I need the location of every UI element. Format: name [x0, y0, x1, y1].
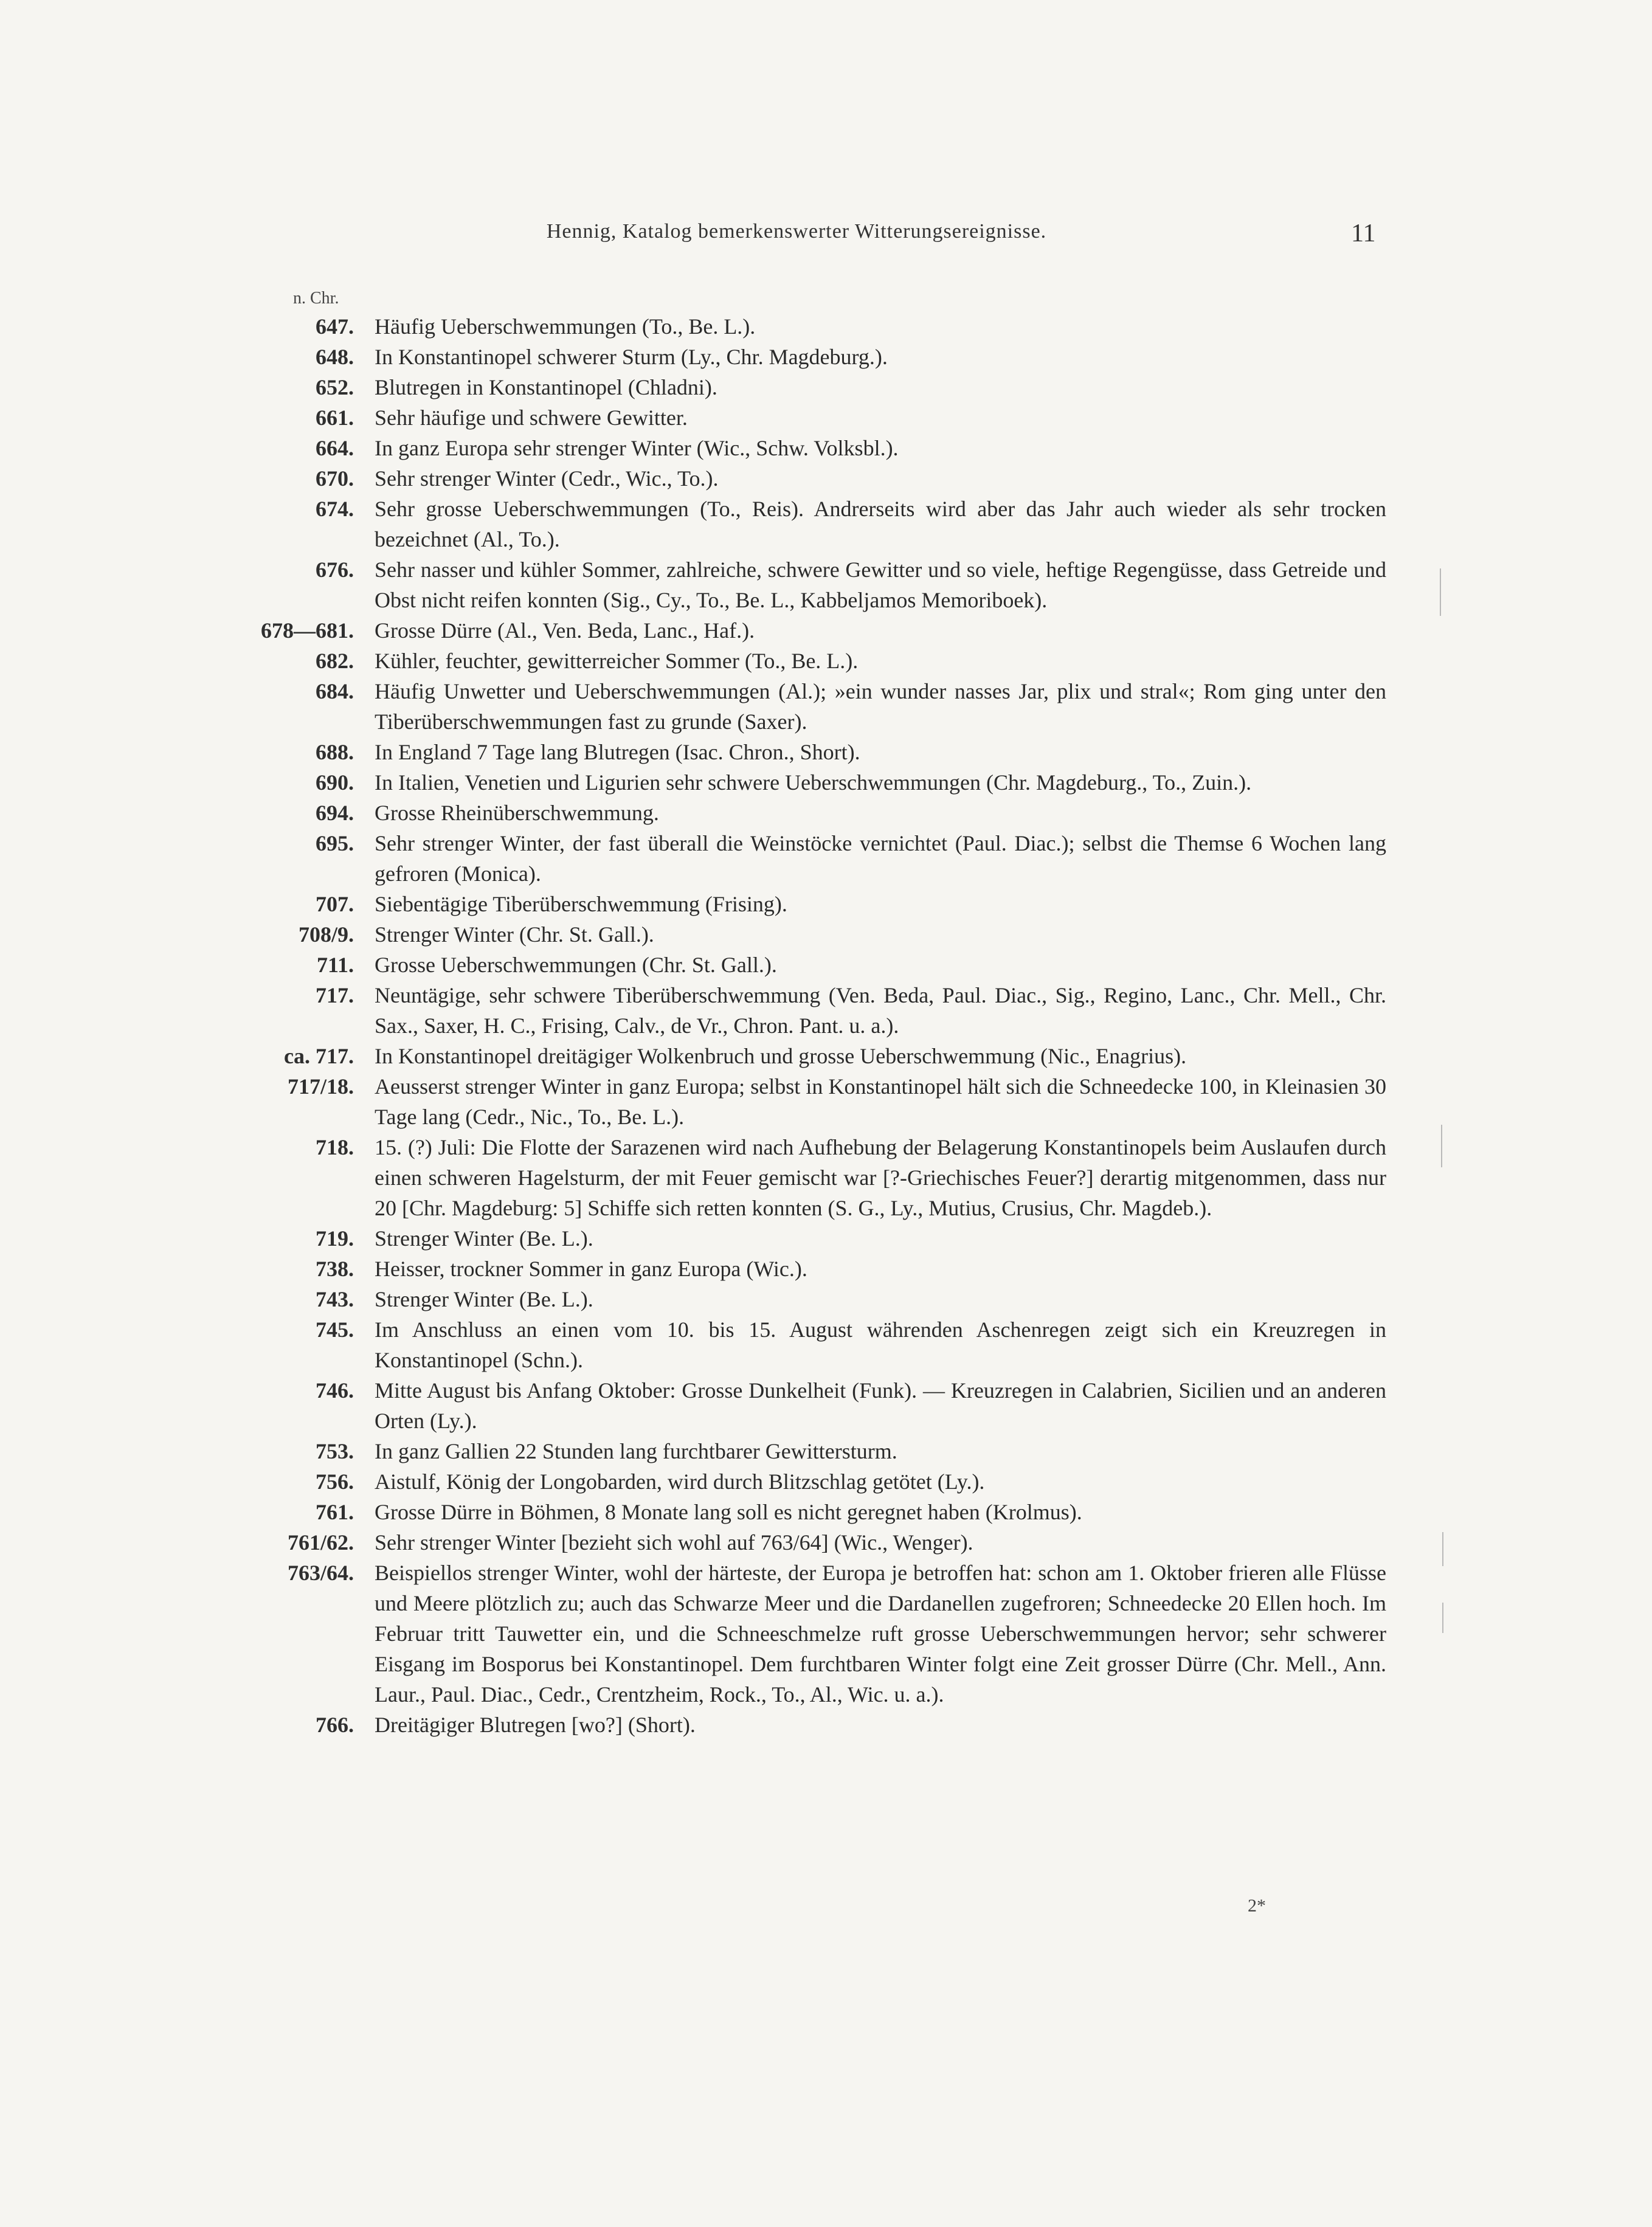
entry-text: Im Anschluss an einen vom 10. bis 15. August währenden Aschenregen zeigt sich ein Kreuzregen in Konstantinopel (Schn.).	[375, 1317, 1386, 1372]
entry-text: Sehr nasser und kühler Sommer, zahlreiche, schwere Gewitter und so viele, heftige Regengüsse, dass Getreide und Obst nicht reifen konnten (Sig., Cy., To., Be. L., Kabbeljamos Memoriboek).	[375, 558, 1386, 612]
entry-text: Aistulf, König der Longobarden, wird durch Blitzschlag getötet (Ly.).	[375, 1469, 985, 1494]
entry	[243, 676, 1386, 737]
entry	[243, 828, 1386, 889]
entry-year: 670.	[316, 466, 354, 491]
entry	[243, 980, 1386, 1041]
entry-text: In Italien, Venetien und Ligurien sehr schwere Ueberschwemmungen (Chr. Magdeburg., To., Zuin.).	[375, 770, 1252, 795]
running-title: Hennig, Katalog bemerkenswerter Witterungsereignisse.	[546, 220, 1047, 243]
entry-year: 690.	[316, 770, 354, 795]
entry	[243, 737, 1386, 767]
margin-line	[1440, 568, 1441, 616]
entry-year: 745.	[316, 1317, 354, 1342]
entry-text: Neuntägige, sehr schwere Tiberüberschwemmung (Ven. Beda, Paul. Diac., Sig., Regino, Lanc., Chr. Mell., Chr. Sax., Saxer, H. C., Frising, Calv., de Vr., Chron. Pant. u. a.).	[375, 983, 1386, 1038]
entry-year: ca. 717.	[284, 1044, 354, 1068]
entry-year: 682.	[316, 649, 354, 673]
entry-text: In ganz Europa sehr strenger Winter (Wic., Schw. Volksbl.).	[375, 436, 899, 460]
entry-year: 753.	[316, 1439, 354, 1463]
entry	[243, 1558, 1386, 1710]
entry-text: In Konstantinopel schwerer Sturm (Ly., Chr. Magdeburg.).	[375, 345, 888, 369]
entry-text: Sehr häufige und schwere Gewitter.	[375, 406, 688, 430]
entry-text: In Konstantinopel dreitägiger Wolkenbruch und grosse Ueberschwemmung (Nic., Enagrius).	[375, 1044, 1187, 1068]
entry	[243, 1284, 1386, 1314]
entry-text: Sehr strenger Winter, der fast überall die Weinstöcke vernichtet (Paul. Diac.); selbst die Themse 6 Wochen lang gefroren (Monica).	[375, 831, 1386, 886]
entry-year: 688.	[316, 740, 354, 764]
entry	[243, 554, 1386, 615]
entry-text: Sehr strenger Winter (Cedr., Wic., To.).	[375, 466, 719, 491]
entry-year: 652.	[316, 375, 354, 399]
entry	[243, 950, 1386, 980]
entry-text: Siebentägige Tiberüberschwemmung (Frising).	[375, 892, 787, 916]
entry-text: Sehr grosse Ueberschwemmungen (To., Reis). Andrerseits wird aber das Jahr auch wieder als sehr trocken bezeichnet (Al., To.).	[375, 497, 1386, 551]
entry-text: Beispiellos strenger Winter, wohl der härteste, der Europa je betroffen hat: schon am 1. Oktober frieren alle Flüsse und Meere plötzlich zu; auch das Schwarze Meer und die Dardanellen zugefroren; Schneedecke 20 Ellen hoch. Im Februar tritt Tauwetter ein, und die Schneeschmelze ruft grosse Ueberschwemmungen hervor; sehr schwerer Eisgang im Bosporus bei Konstantinopel. Dem furchtbaren Winter folgt eine Zeit grosser Dürre (Chr. Mell., Ann. Laur., Paul. Diac., Cedr., Crentzheim, Rock., To., Al., Wic. u. a.).	[375, 1561, 1386, 1707]
entry	[243, 1254, 1386, 1284]
entry-text: In England 7 Tage lang Blutregen (Isac. Chron., Short).	[375, 740, 860, 764]
entry	[243, 1466, 1386, 1497]
entry	[243, 1041, 1386, 1071]
entry-year: 664.	[316, 436, 354, 460]
entry-year: 661.	[316, 406, 354, 430]
entry-text: Strenger Winter (Be. L.).	[375, 1287, 593, 1311]
entry	[243, 1497, 1386, 1527]
entry-year: 707.	[316, 892, 354, 916]
entry-year: 717/18.	[287, 1074, 354, 1099]
entry	[243, 311, 1386, 342]
entry-year: 763/64.	[287, 1561, 354, 1585]
entry	[243, 919, 1386, 950]
era-label: n. Chr.	[293, 289, 339, 308]
entry-year: 746.	[316, 1378, 354, 1403]
entry	[243, 798, 1386, 828]
entry	[243, 1710, 1386, 1740]
margin-line	[1442, 1532, 1443, 1566]
entry-text: Heisser, trockner Sommer in ganz Europa (Wic.).	[375, 1257, 807, 1281]
entry	[243, 767, 1386, 798]
entry	[243, 615, 1386, 646]
entry-year: 684.	[316, 679, 354, 703]
entry	[243, 1314, 1386, 1375]
entry	[243, 1375, 1386, 1436]
entry	[243, 372, 1386, 402]
entry-text: 15. (?) Juli: Die Flotte der Sarazenen wird nach Aufhebung der Belagerung Konstantinopels beim Auslaufen durch einen schweren Hagelsturm, der mit Feuer gemischt war [?-Griechisches Feuer?] derartig mitgenommen, dass nur 20 [Chr. Magdeburg: 5] Schiffe sich retten konnten (S. G., Ly., Mutius, Crusius, Chr. Magdeb.).	[375, 1135, 1386, 1220]
entry-list	[243, 311, 1386, 1740]
entry-text: Blutregen in Konstantinopel (Chladni).	[375, 375, 717, 399]
page-number: 11	[1351, 219, 1376, 247]
entry-text: Kühler, feuchter, gewitterreicher Sommer (To., Be. L.).	[375, 649, 859, 673]
entry-text: Strenger Winter (Be. L.).	[375, 1226, 593, 1251]
entry-year: 743.	[316, 1287, 354, 1311]
entry-text: Sehr strenger Winter [bezieht sich wohl auf 763/64] (Wic., Wenger).	[375, 1530, 973, 1555]
entry-year: 674.	[316, 497, 354, 521]
entry	[243, 1527, 1386, 1558]
entry-year: 711.	[316, 953, 354, 977]
margin-line	[1441, 1125, 1442, 1167]
entry	[243, 889, 1386, 919]
entry-text: Aeusserst strenger Winter in ganz Europa; selbst in Konstantinopel hält sich die Schneedecke 100, in Kleinasien 30 Tage lang (Cedr., Nic., To., Be. L.).	[375, 1074, 1386, 1129]
entry-year: 766.	[316, 1713, 354, 1737]
entry	[243, 494, 1386, 554]
entry-year: 756.	[316, 1469, 354, 1494]
entry-year: 695.	[316, 831, 354, 855]
entry-text: Strenger Winter (Chr. St. Gall.).	[375, 922, 654, 947]
entry-text: Grosse Rheinüberschwemmung.	[375, 801, 659, 825]
entry	[243, 402, 1386, 433]
entry	[243, 342, 1386, 372]
entry-text: Häufig Unwetter und Ueberschwemmungen (Al.); »ein wunder nasses Jar, plix und stral«; Rom ging unter den Tiberüberschwemmungen fast zu grunde (Saxer).	[375, 679, 1386, 734]
margin-line	[1442, 1603, 1443, 1633]
entry	[243, 646, 1386, 676]
entry-text: Grosse Dürre (Al., Ven. Beda, Lanc., Haf.).	[375, 618, 755, 643]
entry	[243, 1223, 1386, 1254]
entry-year: 708/9.	[298, 922, 354, 947]
entry-year: 676.	[316, 558, 354, 582]
entry-year: 761.	[316, 1500, 354, 1524]
entry-text: Grosse Dürre in Böhmen, 8 Monate lang soll es nicht geregnet haben (Krolmus).	[375, 1500, 1082, 1524]
entry	[243, 1132, 1386, 1223]
entry-year: 738.	[316, 1257, 354, 1281]
entry	[243, 1436, 1386, 1466]
entry	[243, 1071, 1386, 1132]
entry	[243, 433, 1386, 463]
signature-mark: 2*	[1248, 1896, 1266, 1916]
entry-text: Häufig Ueberschwemmungen (To., Be. L.).	[375, 314, 756, 339]
entry-year: 648.	[316, 345, 354, 369]
entry-text: In ganz Gallien 22 Stunden lang furchtbarer Gewittersturm.	[375, 1439, 897, 1463]
entry-year: 694.	[316, 801, 354, 825]
entry-year: 647.	[316, 314, 354, 339]
entry	[243, 463, 1386, 494]
entry-text: Dreitägiger Blutregen [wo?] (Short).	[375, 1713, 696, 1737]
entry-year: 678—681.	[261, 618, 354, 643]
entry-year: 719.	[316, 1226, 354, 1251]
entry-text: Mitte August bis Anfang Oktober: Grosse Dunkelheit (Funk). — Kreuzregen in Calabrien, Sicilien und an anderen Orten (Ly.).	[375, 1378, 1386, 1433]
entry-year: 718.	[316, 1135, 354, 1159]
entry-year: 717.	[316, 983, 354, 1007]
entry-year: 761/62.	[287, 1530, 354, 1555]
entry-text: Grosse Ueberschwemmungen (Chr. St. Gall.).	[375, 953, 777, 977]
